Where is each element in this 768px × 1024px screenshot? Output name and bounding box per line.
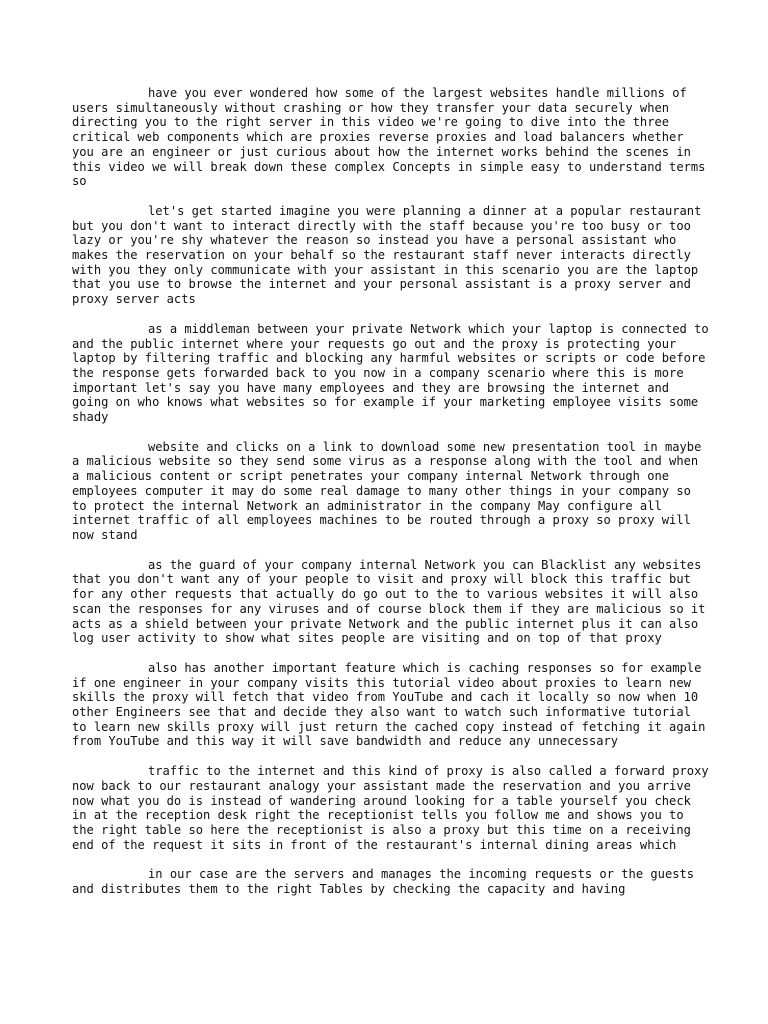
document-page: [72, 86, 712, 912]
paragraph-3: as a middleman between your private Network which your laptop is connected to and the public internet where your requests go out and the proxy is protecting your laptop by filtering traffic and blocking any harmful websites or scripts or code before the response gets forwarded back to you now in a company scenario where this is more important let's say you have many employees and they are browsing the internet and going on who knows what websites so for example if your marketing employee visits some shady: [72, 321, 709, 425]
paragraph-4: website and clicks on a link to download some new presentation tool in maybe a malicious website so they send some virus as a response along with the tool and when a malicious content or script penetrates your company internal Network through one employees computer it may do some real damage to many other things in your company so to protect the internal Network an administrator in the company May configure all internet traffic of all employees machines to be routed through a proxy so proxy will now stand: [72, 439, 702, 542]
paragraph-8: in our case are the servers and manages the incoming requests or the guests and distributes them to the right Tables by checking the capacity and having: [72, 867, 695, 897]
paragraph-1: have you ever wondered how some of the largest websites handle millions of users simultaneously without crashing or how they transfer your data securely when directing you to the right server in this video we're going to dive into the three critical web components which are proxies reverse proxies and load balancers whether you are an engineer or just curious about how the internet works behind the scenes in this video we will break down these complex Concepts in simple easy to understand terms so: [72, 86, 706, 189]
paragraph-2: let's get started imagine you were planning a dinner at a popular restaurant but you don't want to interact directly with the staff because you're too busy or too lazy or you're shy whatever the reason so instead you have a personal assistant who makes the reservation on your behalf so the restaurant staff never interacts directly with you they only communicate with your assistant in this scenario you are the laptop that you use to browse the internet and your personal assistant is a proxy server and proxy server acts: [72, 203, 702, 307]
paragraph-6: also has another important feature which is caching responses so for example if one engineer in your company visits this tutorial video about proxies to learn new skills the proxy will fetch that video from YouTube and cach it locally so now when 10 other Engineers see that and decide they also want to watch such informative tutorial to learn new skills proxy will just return the cached copy instead of fetching it again from YouTube and this way it will save bandwidth and reduce any unnecessary: [72, 660, 706, 749]
paragraph-7: traffic to the internet and this kind of proxy is also called a forward proxy now back to our restaurant analogy your assistant made the reservation and you arrive now what you do is instead of wandering around looking for a table yourself you check in at the reception desk right the receptionist tells you follow me and shows you to the right table so here the receptionist is also a proxy but this time on a receiving end of the request it sits in front of the restaurant's internal dining areas which: [72, 764, 709, 852]
paragraph-5: as the guard of your company internal Network you can Blacklist any websites that you don't want any of your people to visit and proxy will block this traffic but for any other requests that actually do go out to the to various websites it will also scan the responses for any viruses and of course block them if they are malicious so it acts as a shield between your private Network and the public internet plus it can also log user activity to show what sites people are visiting and on top of that proxy: [72, 557, 706, 646]
